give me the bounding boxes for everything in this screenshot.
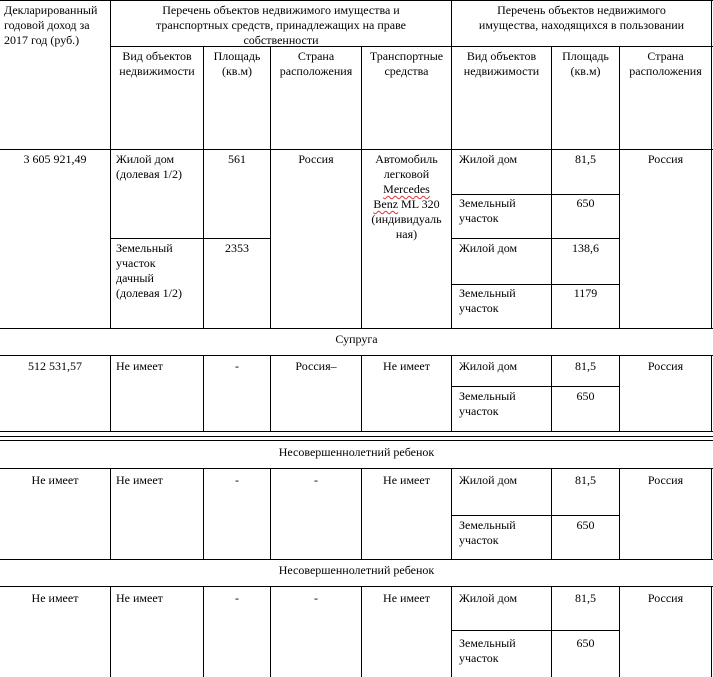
header-owned-type: Вид объектов недвижимости	[119, 49, 195, 78]
header-owned-group: Перечень объектов недвижимого имущества и транспортных средств, принадлежащих на праве собственности	[155, 3, 406, 47]
spouse-owned-country: Россия–	[295, 359, 337, 373]
col-divider	[451, 355, 452, 431]
col-divider	[711, 355, 712, 431]
vehicle-type: Автомобиль легковой	[375, 152, 438, 181]
header-used-area: Площадь (кв.м)	[562, 49, 609, 78]
child-owned-type: Не имеет	[116, 591, 163, 605]
official-vehicle	[362, 152, 451, 242]
child-owned-type: Не имеет	[116, 473, 163, 487]
official-owned-area: 561	[228, 152, 246, 166]
official-used-country: Россия	[647, 152, 684, 166]
vehicle-brand: Mercedes	[383, 182, 430, 196]
row-divider	[0, 468, 713, 469]
header-used-country: Страна расположения	[629, 49, 702, 78]
header-divider	[452, 46, 713, 47]
header-income: Декларированный годовой доход за 2017 год (руб.)	[4, 3, 98, 47]
child-owned-country: -	[314, 473, 318, 487]
cell-divider	[452, 386, 619, 387]
row-divider	[0, 431, 713, 432]
child-owned-country: -	[314, 591, 318, 605]
official-owned-country: Россия	[298, 152, 334, 166]
header-vehicles: Транспортные средства	[369, 49, 444, 78]
child-used-type: Земельный участок	[459, 518, 516, 547]
official-used-type: Жилой дом	[459, 241, 518, 255]
col-divider	[110, 468, 111, 559]
table-border-top	[0, 0, 713, 1]
col-divider	[203, 46, 204, 328]
col-divider	[451, 468, 452, 559]
vehicle-ownership: (индивидуаль ная)	[371, 212, 442, 241]
section-title-spouse: Супруга	[335, 332, 378, 346]
official-used-type: Жилой дом	[459, 152, 518, 166]
child-owned-area: -	[235, 473, 239, 487]
header-used-type: Вид объектов недвижимости	[463, 49, 540, 78]
row-divider	[0, 149, 713, 150]
vehicle-model: ML 320	[398, 197, 440, 211]
row-divider	[0, 328, 713, 329]
section-title-child: Несовершеннолетний ребенок	[278, 563, 435, 577]
row-divider	[0, 436, 713, 437]
row-divider	[0, 355, 713, 356]
child-used-type: Жилой дом	[459, 473, 518, 487]
child-vehicles: Не имеет	[383, 591, 430, 605]
header-used-group: Перечень объектов недвижимого имущества, находящихся в пользовании	[478, 3, 685, 32]
official-owned-type: Земельный участок дачный (долевая 1/2)	[116, 241, 182, 300]
official-used-area: 138,6	[572, 241, 599, 255]
cell-divider	[452, 284, 619, 285]
spouse-used-area: 81,5	[575, 359, 596, 373]
cell-divider	[110, 238, 203, 239]
header-owned-country: Страна расположения	[279, 49, 353, 78]
cell-divider	[452, 194, 619, 195]
child-used-area: 650	[576, 518, 595, 532]
section-title-child: Несовершеннолетний ребенок	[278, 445, 435, 459]
child-income: Не имеет	[31, 473, 79, 487]
child-used-type: Жилой дом	[459, 591, 518, 605]
row-divider	[0, 559, 713, 560]
spouse-income: 512 531,57	[28, 359, 82, 373]
child-used-type: Земельный участок	[459, 636, 516, 665]
child-used-area: 81,5	[575, 591, 596, 605]
official-owned-type: Жилой дом (долевая 1/2)	[116, 152, 182, 181]
col-divider	[110, 355, 111, 431]
cell-divider	[452, 630, 619, 631]
row-divider	[0, 586, 713, 587]
child-owned-area: -	[235, 591, 239, 605]
col-divider	[711, 468, 712, 559]
child-vehicles: Не имеет	[383, 473, 430, 487]
cell-divider	[452, 238, 619, 239]
official-used-area: 1179	[573, 286, 598, 300]
col-divider	[619, 46, 620, 328]
official-used-area: 650	[576, 196, 595, 210]
child-used-country: Россия	[647, 473, 684, 487]
official-used-area: 81,5	[575, 152, 596, 166]
col-divider	[110, 586, 111, 677]
spouse-vehicles: Не имеет	[383, 359, 430, 373]
official-used-type: Земельный участок	[459, 286, 516, 315]
spouse-owned-type: Не имеет	[116, 359, 163, 373]
col-divider	[711, 0, 712, 328]
official-owned-area: 2353	[225, 241, 249, 255]
child-used-area: 650	[576, 636, 595, 650]
col-divider	[711, 586, 712, 677]
spouse-used-type: Земельный участок	[459, 389, 516, 418]
child-used-area: 81,5	[575, 473, 596, 487]
cell-divider	[204, 238, 270, 239]
spouse-used-country: Россия	[647, 359, 684, 373]
child-used-country: Россия	[647, 591, 684, 605]
official-used-type: Земельный участок	[459, 196, 516, 225]
col-divider	[451, 586, 452, 677]
vehicle-brand: Benz	[373, 197, 399, 211]
header-owned-area: Площадь (кв.м)	[213, 49, 261, 78]
spouse-owned-area: -	[235, 359, 239, 373]
row-divider	[0, 440, 713, 441]
child-income: Не имеет	[31, 591, 79, 605]
spouse-used-type: Жилой дом	[459, 359, 518, 373]
spouse-used-area: 650	[576, 389, 595, 403]
cell-divider	[452, 515, 619, 516]
official-income: 3 605 921,49	[23, 152, 87, 166]
col-divider	[270, 46, 271, 328]
